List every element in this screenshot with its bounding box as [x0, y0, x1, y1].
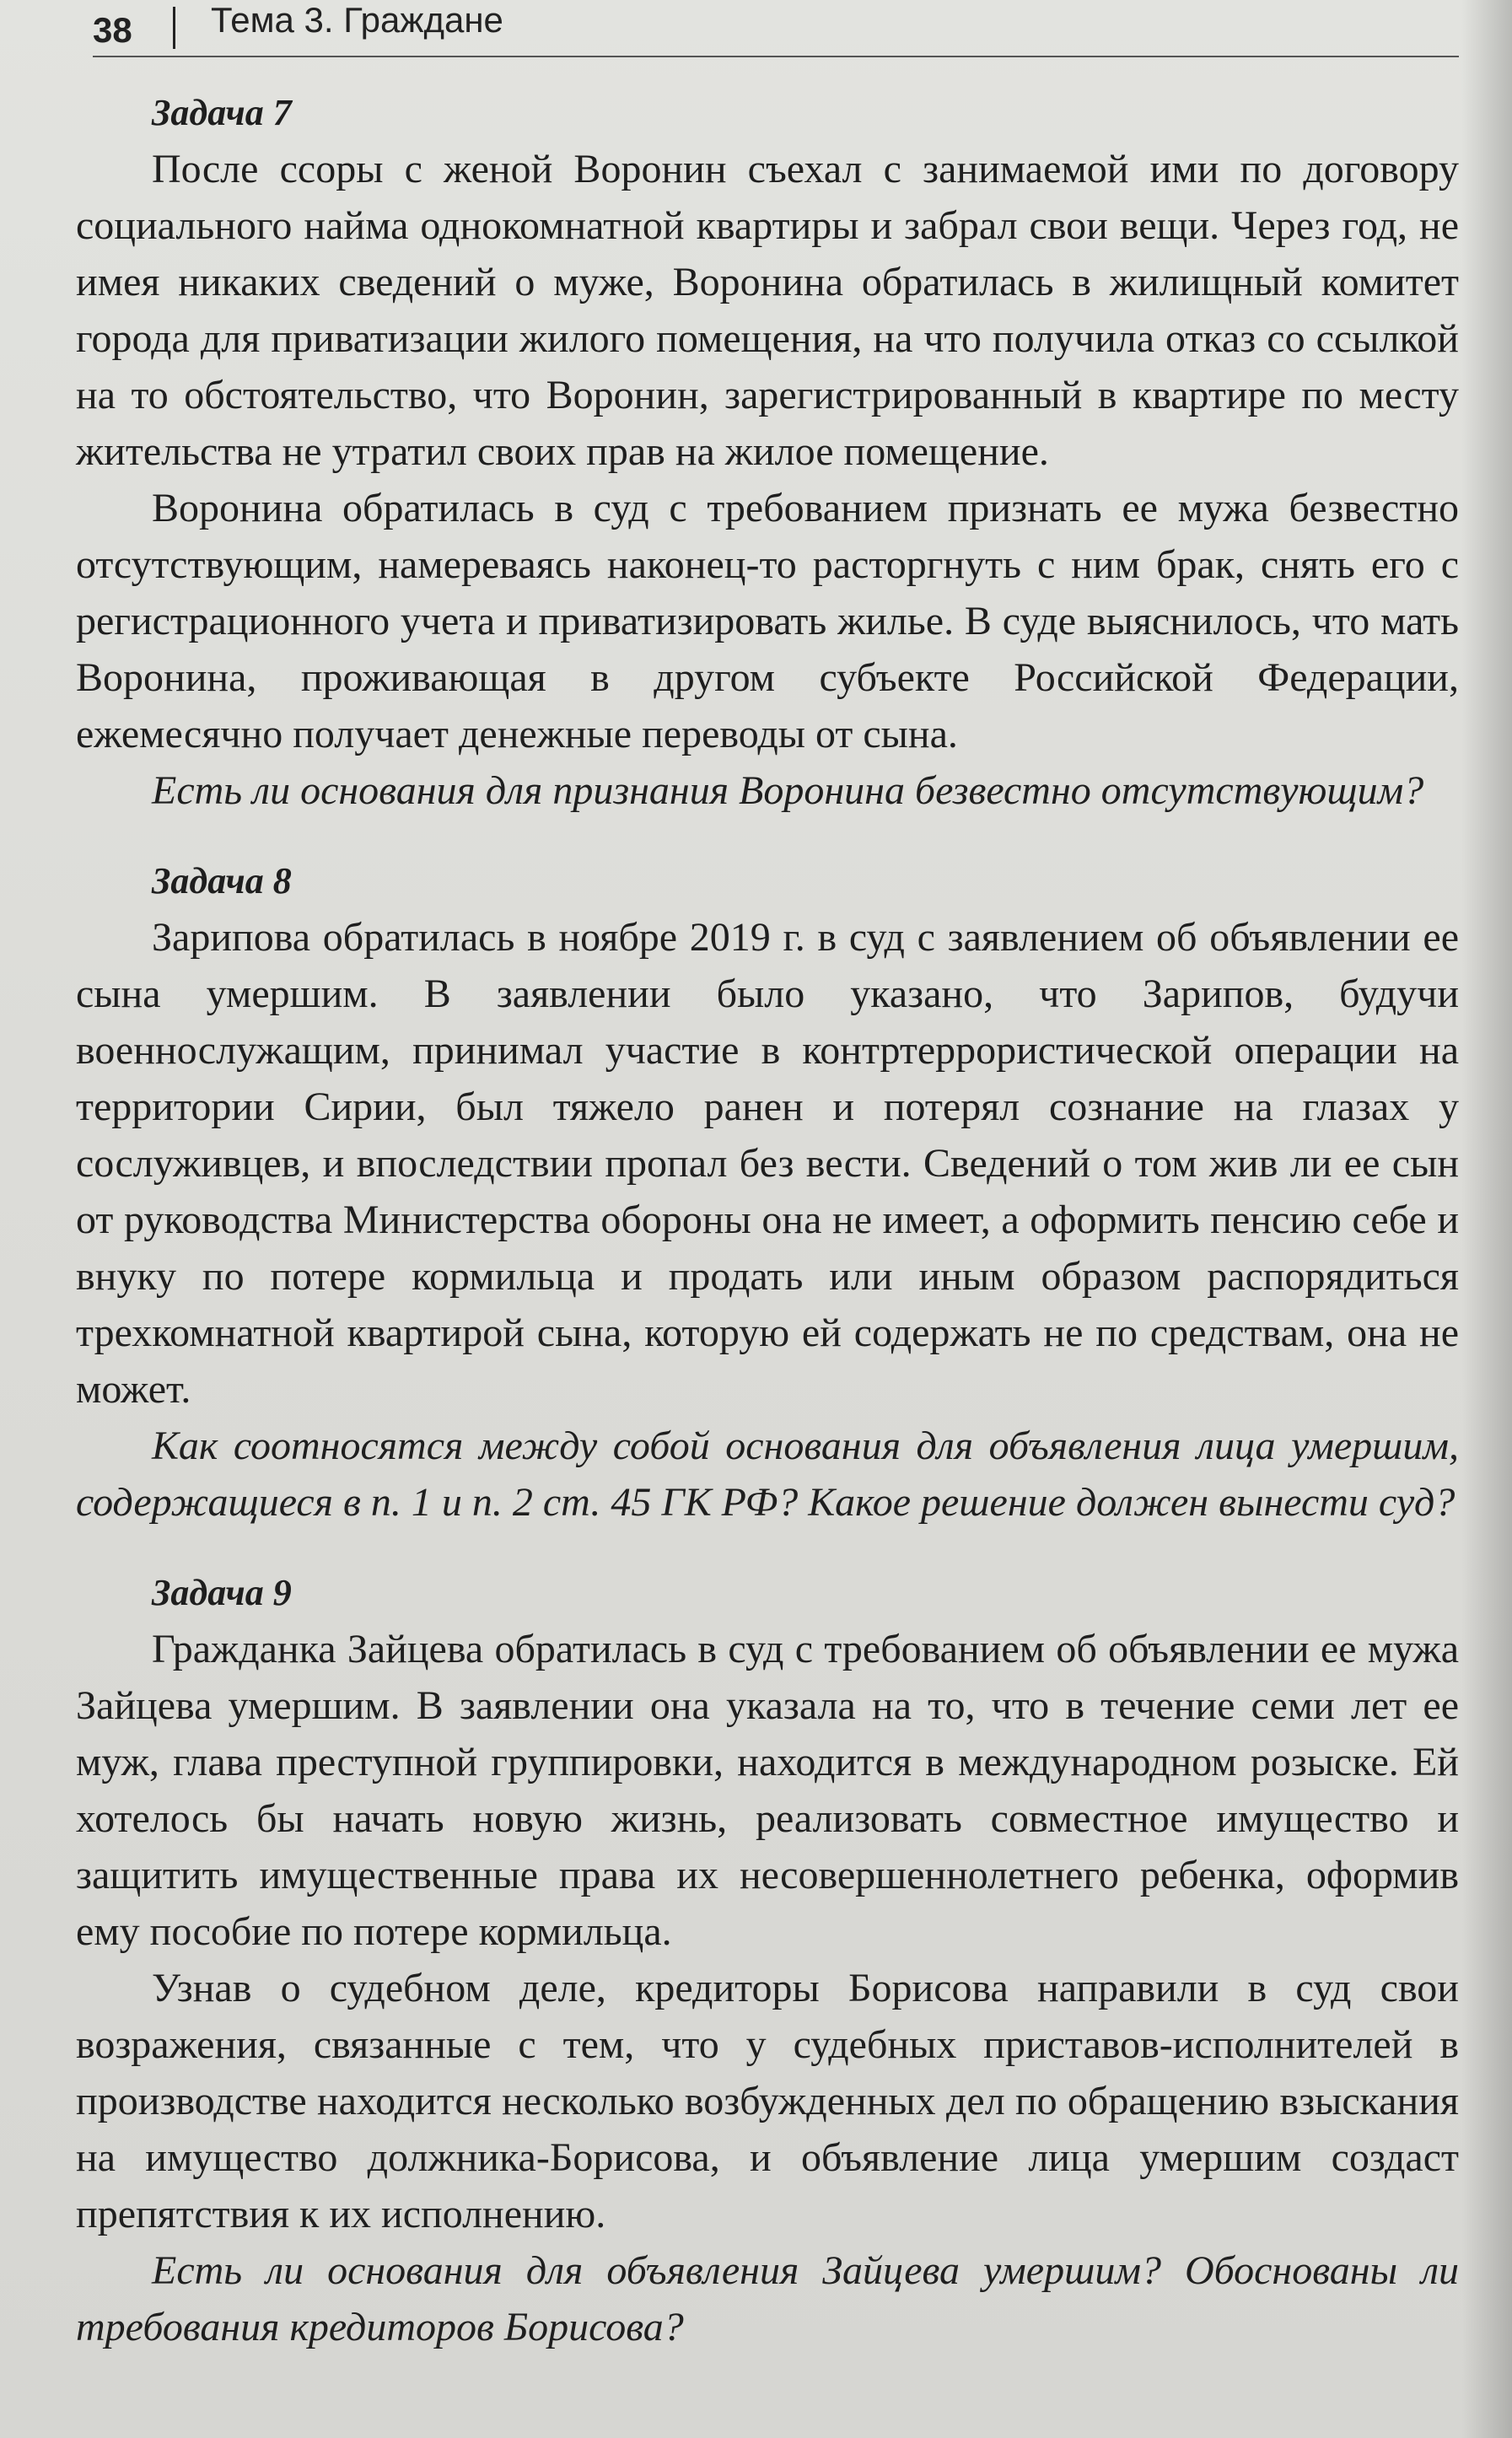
task-8	[76, 853, 1459, 1531]
page-body	[76, 84, 1459, 2355]
task-question: Есть ли основания для признания Воронина безвестно отсутствующим?	[152, 768, 1424, 813]
task-question: Как соотносятся между собой основания для объявления лица умершим, содержащиеся в п. 1 и п. 2 ст. 45 ГК РФ? Какое решение должен вынести суд?	[76, 1424, 1459, 1525]
task-paragraph: Воронина обратилась в суд с требованием признать ее мужа безвестно отсутствующим, намереваясь наконец-то расторгнуть с ним брак, снять его с регистрационного учета и приватизировать жилье. В суде выяснилось, что мать Воронина, проживающая в другом субъекте Российской Федерации, ежемесячно получает денежные переводы от сына.	[76, 486, 1459, 756]
task-paragraph: После ссоры с женой Воронин съехал с занимаемой ими по договору социального найма однокомнатной квартиры и забрал свои вещи. Через год, не имея никаких сведений о муже, Воронина обратилась в жилищный комитет города для приватизации жилого помещения, на что получила отказ со ссылкой на то обстоятельство, что Воронин, зарегистрированный в квартире по месту жительства не утратил своих прав на жилое помещение.	[76, 147, 1459, 474]
page-number: 38	[93, 10, 132, 50]
task-7	[76, 84, 1459, 819]
task-paragraph: Зарипова обратилась в ноябре 2019 г. в суд с заявлением об объявлении ее сына умершим. В заявлении было указано, что Зарипов, будучи военнослужащим, принимал участие в контртеррористической операции на территории Сирии, был тяжело ранен и потерял сознание на глазах у сослуживцев, и впоследствии пропал без вести. Сведений о том жив ли ее сын от руководства Министерства обороны она не имеет, а оформить пенсию себе и внуку по потере кормильца и продать или иным образом распорядиться трехкомнатной квартирой сына, которую ей содержать не по средствам, она не может.	[76, 915, 1459, 1412]
header-rule	[93, 56, 1459, 57]
header-divider	[173, 7, 175, 49]
page-edge-shadow	[1461, 0, 1512, 2438]
task-heading: Задача 8	[152, 860, 292, 901]
task-paragraph: Гражданка Зайцева обратилась в суд с требованием об объявлении ее мужа Зайцева умершим. В заявлении она указала на то, что в течение семи лет ее муж, глава преступной группировки, находится в международном розыске. Ей хотелось бы начать новую жизнь, реализовать совместное имущество и защитить имущественные права их несовершеннолетнего ребенка, оформив ему пособие по потере кормильца.	[76, 1627, 1459, 1954]
task-heading: Задача 9	[152, 1572, 292, 1613]
running-title: Тема 3. Граждане	[211, 0, 503, 40]
task-paragraph: Узнав о судебном деле, кредиторы Борисова направили в суд свои возражения, связанные с тем, что у судебных приставов-исполнителей в производстве находится несколько возбужденных дел по обращению взыскания на имущество должника-Борисова, и объявление лица умершим создаст препятствия к их исполнению.	[76, 1966, 1459, 2236]
task-heading: Задача 7	[152, 92, 292, 133]
task-9	[76, 1564, 1459, 2355]
running-header	[93, 0, 1484, 59]
task-question: Есть ли основания для объявления Зайцева умершим? Обоснованы ли требования кредиторов Борисова?	[76, 2248, 1459, 2349]
